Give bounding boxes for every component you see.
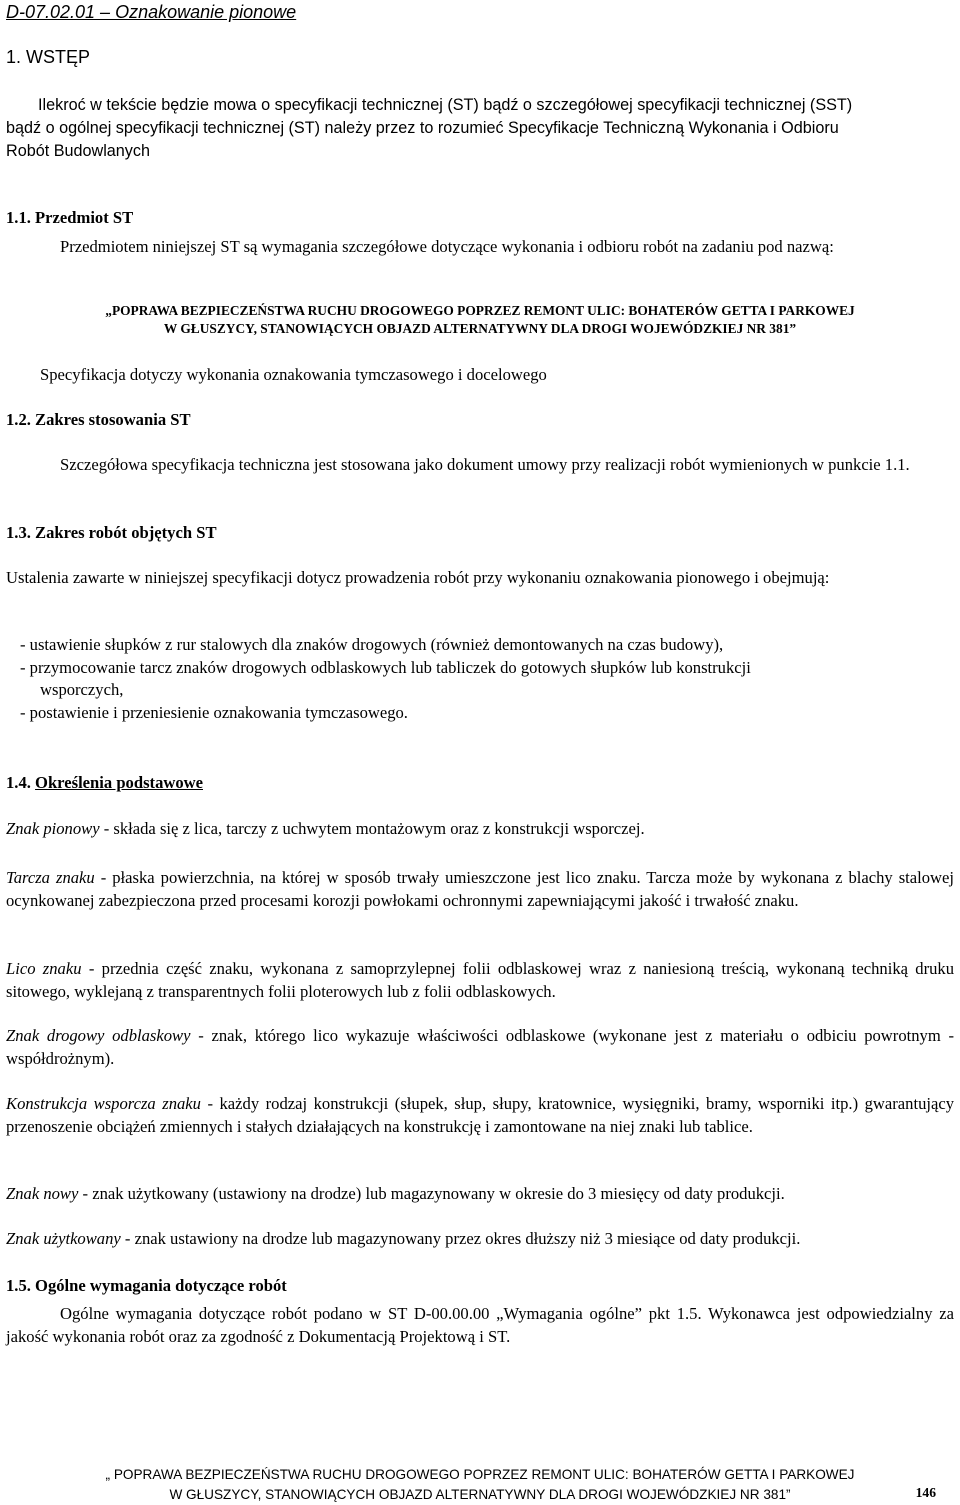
intro-line-1: Ilekroć w tekście będzie mowa o specyfikacji technicznej (ST) bądź o szczegółowej specyfikacji technicznej (SST) bbox=[38, 96, 853, 114]
definition-znak-uzytkowany bbox=[6, 1228, 954, 1251]
definition-znak-odblaskowy bbox=[6, 1025, 954, 1070]
section-1-3-title: 1.3. Zakres robót objętych ST bbox=[6, 523, 217, 542]
definition-text: - znak, którego lico wykazuje właściwości odblaskowe (wykonane jest z materiału o odbiciu powrotnym - współdrożnym). bbox=[6, 1026, 954, 1068]
section-1-4-title bbox=[6, 772, 954, 794]
definition-text: - przednia część znaku, wykonana z samoprzylepnej folii odblaskowej wraz z naniesioną treścią, wykonaną techniką druku sitowego, wyklejaną z transparentnych folii ploterowych lub z folii odblaskowych. bbox=[6, 959, 954, 1001]
definition-term: Znak użytkowany bbox=[6, 1229, 121, 1248]
section-1-1-paragraph: Przedmiotem niniejszej ST są wymagania szczegółowe dotyczące wykonania i odbioru robót na zadaniu pod nazwą: bbox=[60, 237, 834, 256]
definition-term: Konstrukcja wsporcza znaku bbox=[6, 1094, 201, 1113]
section-1-title: 1. WSTĘP bbox=[6, 47, 91, 67]
page-number: 146 bbox=[915, 1485, 936, 1500]
intro-line-3: Robót Budowlanych bbox=[6, 142, 150, 160]
list-item: - postawienie i przeniesienie oznakowania tymczasowego. bbox=[20, 702, 408, 722]
section-1-1-title: 1.1. Przedmiot ST bbox=[6, 208, 134, 227]
footer-line-1: „ POPRAWA BEZPIECZEŃSTWA RUCHU DROGOWEGO POPRZEZ REMONT ULIC: BOHATERÓW GETTA I PARKOWEJ bbox=[105, 1467, 855, 1482]
definition-tarcza-znaku bbox=[6, 867, 954, 912]
section-1-5-paragraph: Ogólne wymagania dotyczące robót podano w ST D-00.00.00 „Wymagania ogólne” pkt 1.5. Wykonawca jest odpowiedzialny za jakość wykonania robót oraz za zgodność z Dokumentacją Projektową i ST. bbox=[6, 1304, 954, 1346]
works-list bbox=[6, 634, 826, 724]
section-1-3-paragraph: Ustalenia zawarte w niniejszej specyfikacji dotycz prowadzenia robót przy wykonaniu oznakowania pionowego i obejmują: bbox=[6, 568, 830, 587]
footer-line-2: W GŁUSZYCY, STANOWIĄCYCH OBJAZD ALTERNATYWNY DLA DROGI WOJEWÓDZKIEJ NR 381” bbox=[169, 1487, 791, 1502]
section-1-4-number: 1.4. bbox=[6, 773, 31, 792]
section-1-5-title: 1.5. Ogólne wymagania dotyczące robót bbox=[6, 1276, 287, 1295]
definition-znak-nowy bbox=[6, 1183, 954, 1206]
definition-lico-znaku bbox=[6, 958, 954, 1003]
section-1-4-heading: Określenia podstawowe bbox=[35, 773, 203, 792]
section-1-2-paragraph: Szczegółowa specyfikacja techniczna jest stosowana jako dokument umowy przy realizacji robót wymienionych w punkcie 1.1. bbox=[60, 455, 910, 474]
definition-term: Znak drogowy odblaskowy bbox=[6, 1026, 191, 1045]
list-item: - przymocowanie tarcz znaków drogowych odblaskowych lub tabliczek do gotowych słupków lub konstrukcji wsporczych, bbox=[20, 657, 751, 699]
definition-term: Znak pionowy bbox=[6, 819, 100, 838]
list-item: - ustawienie słupków z rur stalowych dla znaków drogowych (również demontowanych na czas budowy), bbox=[20, 635, 724, 654]
definition-term: Znak nowy bbox=[6, 1184, 79, 1203]
definition-text: - znak użytkowany (ustawiony na drodze) lub magazynowany w okresie do 3 miesięcy od daty produkcji. bbox=[78, 1184, 785, 1203]
definition-znak-pionowy bbox=[6, 818, 954, 841]
task-name bbox=[6, 302, 954, 337]
section-1-1-scope: Specyfikacja dotyczy wykonania oznakowania tymczasowego i docelowego bbox=[40, 365, 547, 384]
definition-text: - składa się z lica, tarczy z uchwytem montażowym oraz z konstrukcji wsporczej. bbox=[99, 819, 645, 838]
definition-text: - znak ustawiony na drodze lub magazynowany przez okres dłuższy niż 3 miesiące od daty produkcji. bbox=[120, 1229, 801, 1248]
section-1-2-title: 1.2. Zakres stosowania ST bbox=[6, 410, 191, 429]
definition-konstrukcja-wsporcza bbox=[6, 1093, 954, 1138]
task-name-line-2: W GŁUSZYCY, STANOWIĄCYCH OBJAZD ALTERNATYWNY DLA DROGI WOJEWÓDZKIEJ NR 381” bbox=[163, 320, 797, 336]
section-1-intro bbox=[6, 94, 954, 163]
definition-term: Lico znaku bbox=[6, 959, 82, 978]
definition-term: Tarcza znaku bbox=[6, 868, 95, 887]
document-header: D-07.02.01 – Oznakowanie pionowe bbox=[6, 2, 297, 22]
definition-text: - każdy rodzaj konstrukcji (słupek, słup, słupy, kratownice, wysięgniki, bramy, wsporniki itp.) gwarantujący przenoszenie obciążeń zmiennych i stałych działających na konstrukcję i zamontowane na niej znaki lub tablice. bbox=[6, 1094, 955, 1136]
task-name-line-1: „POPRAWA BEZPIECZEŃSTWA RUCHU DROGOWEGO POPRZEZ REMONT ULIC: BOHATERÓW GETTA I PARKOWEJ bbox=[105, 303, 855, 318]
intro-line-2: bądź o ogólnej specyfikacji technicznej (ST) należy przez to rozumieć Specyfikacje Techniczną Wykonania i Odbioru bbox=[6, 119, 839, 137]
definition-text: - płaska powierzchnia, na której w sposób trwały umieszczone jest lico znaku. Tarcza może by wykonana z blachy stalowej ocynkowanej zabezpieczona przed procesami korozji powłokami ochronnymi zapewniającymi jakość i trwałość znaku. bbox=[6, 868, 955, 910]
